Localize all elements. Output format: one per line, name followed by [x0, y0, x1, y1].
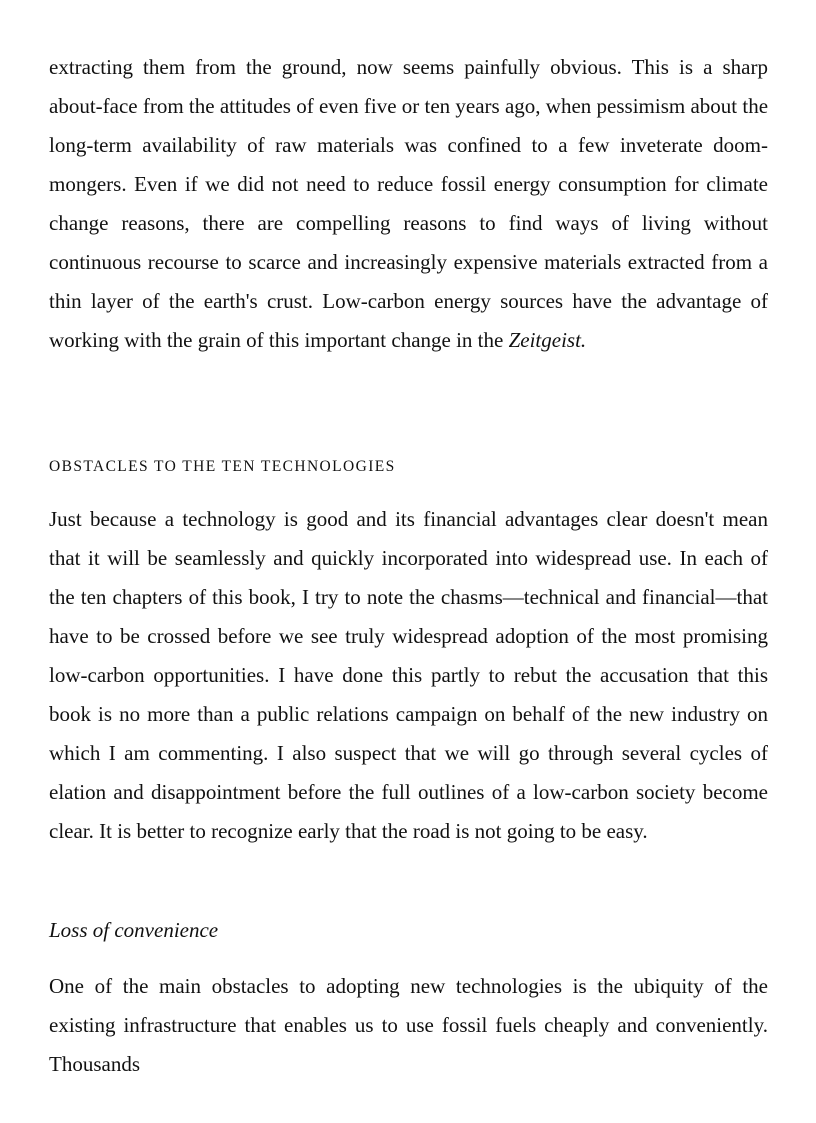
paragraph-loss-of-convenience: One of the main obstacles to adopting new technologies is the ubiquity of the existing infrastructure that enables us to use fossil fuels cheaply and conveniently. Thousands	[49, 974, 768, 1076]
paragraph-raw-materials	[49, 48, 768, 360]
subsection-heading: Loss of convenience	[49, 918, 219, 942]
zeitgeist-italic: Zeitgeist.	[508, 328, 587, 352]
paragraph-raw-materials-text: extracting them from the ground, now seems painfully obvious. This is a sharp about-face from the attitudes of even five or ten years ago, when pessimism about the long-term availability of raw materials was confined to a few inveterate doom-mongers. Even if we did not need to reduce fossil energy consumption for climate change reasons, there are compelling reasons to find ways of living without continuous recourse to scarce and increasingly expensive materials extracted from a thin layer of the earth's crust. Low-carbon energy sources have the advantage of working with the grain of this important change in the	[49, 55, 769, 352]
paragraph-obstacles: Just because a technology is good and its financial advantages clear doesn't mean that it will be seamlessly and quickly incorporated into widespread use. In each of the ten chapters of this book, I try to note the chasms—technical and financial—that have to be crossed before we see truly widespread adoption of the most promising low-carbon opportunities. I have done this partly to rebut the accusation that this book is no more than a public relations campaign on behalf of the new industry on which I am commenting. I also suspect that we will go through several cycles of elation and disappointment before the full outlines of a low-carbon society become clear. It is better to recognize early that the road is not going to be easy.	[49, 507, 768, 843]
section-heading: OBSTACLES TO THE TEN TECHNOLOGIES	[49, 458, 396, 475]
